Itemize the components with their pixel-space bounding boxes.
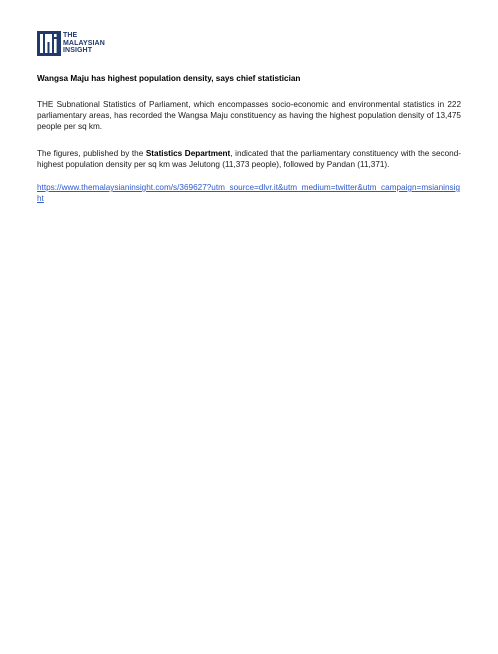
- article-paragraph-2: [37, 148, 461, 170]
- logo-line-2: MALAYSIAN: [63, 39, 105, 47]
- source-link[interactable]: https://www.themalaysianinsight.com/s/369627?utm_source=dlvr.it&utm_medium=twitter&utm_campaign=msianinsight: [37, 183, 460, 204]
- paragraph-2-text-start: The figures, published by the: [37, 148, 146, 158]
- statistics-department-bold: Statistics Department: [145, 148, 231, 158]
- logo-line-1: THE: [63, 32, 78, 39]
- logo-mark-icon: [37, 31, 61, 56]
- publication-logo: [37, 31, 105, 56]
- article-headline: Wangsa Maju has highest population density, says chief statistician: [37, 74, 301, 83]
- article-paragraph-1: THE Subnational Statistics of Parliament, which encompasses socio-economic and environmental statistics in 222 parliamentary areas, has recorded the Wangsa Maju constituency as having the highest population density of 13,475 people per sq km.: [37, 100, 461, 132]
- logo-wordmark: [63, 32, 105, 55]
- article-body: [37, 73, 461, 204]
- logo-line-3: INSIGHT: [63, 47, 93, 54]
- paragraph-2-text-end: , indicated that the parliamentary constituency with the second-highest population density per sq km was Jelutong (11,373 people), followed by Pandan (11,371).: [37, 148, 462, 169]
